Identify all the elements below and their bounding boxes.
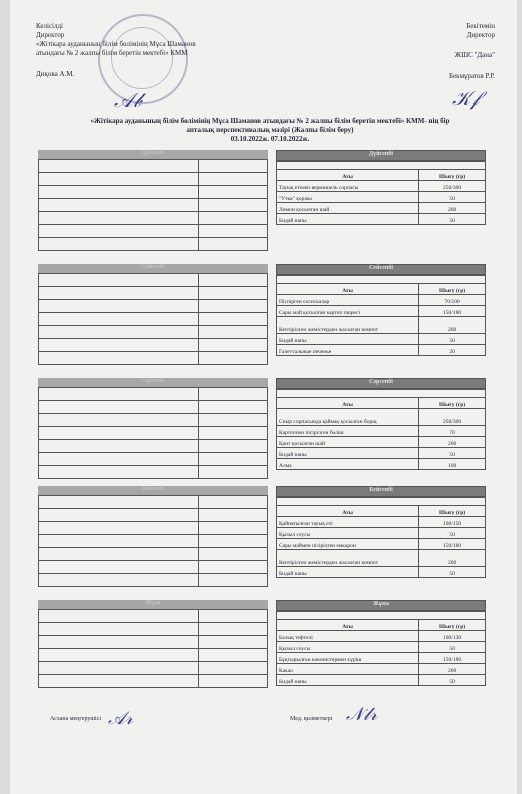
header-right-line: Директор <box>466 31 495 39</box>
day-table <box>276 264 486 356</box>
header-right-line: Бекітемін <box>466 22 495 30</box>
empty-day-table <box>38 264 268 365</box>
table-row <box>39 574 268 587</box>
table-row <box>39 623 268 636</box>
table-row <box>39 388 268 401</box>
table-row <box>39 675 268 688</box>
dish-name: Қызыл соусы <box>277 642 419 653</box>
col-name-header: Аты <box>277 620 419 631</box>
left-day-header: Дүйсенбі <box>38 150 268 159</box>
table-row <box>39 173 268 186</box>
dish-qty: 50 <box>419 567 486 578</box>
dish-qty: 100/130 <box>419 631 486 642</box>
day-table <box>276 378 486 470</box>
dish-qty: 50 <box>419 192 486 203</box>
table-row <box>277 567 486 578</box>
footer-right-label: Мед. қызметкері <box>290 716 333 722</box>
dish-name: Сары маймен пісірілген макарон <box>277 539 419 550</box>
header-right-line: ЖШС "Дана" <box>454 51 495 59</box>
day-header: Сәрсенбі <box>276 378 486 389</box>
left-day-header: Сейсенбі <box>38 264 268 273</box>
table-row <box>39 522 268 535</box>
table-row <box>277 437 486 448</box>
table-row <box>277 181 486 192</box>
day-table <box>276 150 486 225</box>
table-row <box>39 649 268 662</box>
dish-qty: 200 <box>419 437 486 448</box>
dish-name: Бидай наны <box>277 448 419 459</box>
table-row <box>39 561 268 574</box>
dish-name: Сиыр сорпасында қаймақ қосылған борщ <box>277 409 419 426</box>
table-row <box>277 459 486 470</box>
day-table <box>276 486 486 578</box>
table-row <box>39 466 268 479</box>
dish-qty: 100/150 <box>419 517 486 528</box>
empty-table <box>38 273 268 365</box>
dish-qty: 70 <box>419 426 486 437</box>
table-row <box>39 610 268 623</box>
dish-qty: 150/180 <box>419 539 486 550</box>
dish-name: Бидай наны <box>277 567 419 578</box>
dish-qty: 50 <box>419 334 486 345</box>
dish-qty: 50 <box>419 528 486 539</box>
signature-left: 𝒜𝒷 <box>114 88 142 112</box>
menu-table <box>276 497 486 578</box>
empty-day-table <box>38 378 268 479</box>
header-left-line: Директор <box>36 31 65 39</box>
table-row <box>277 317 486 334</box>
empty-table <box>38 495 268 587</box>
day-header: Жұма <box>276 600 486 611</box>
dish-name: Қызыл соусы <box>277 528 419 539</box>
table-row <box>277 345 486 356</box>
table-row <box>39 160 268 173</box>
col-qty-header: Шығу (гр) <box>419 398 486 409</box>
dish-qty: 200 <box>419 317 486 334</box>
table-row <box>277 409 486 426</box>
dish-qty: 20 <box>419 345 486 356</box>
dish-qty: 50 <box>419 675 486 686</box>
table-row <box>39 274 268 287</box>
table-row <box>277 550 486 567</box>
table-row <box>39 440 268 453</box>
signature-footer-right: 𝒩𝓁𝓇 <box>346 704 377 725</box>
table-row <box>277 631 486 642</box>
dish-name: Бидай наны <box>277 675 419 686</box>
dish-qty: 150/180 <box>419 306 486 317</box>
table-row <box>39 287 268 300</box>
dish-name: Сары май қосылған картоп пюресі <box>277 306 419 317</box>
empty-day-table <box>38 150 268 251</box>
menu-table <box>276 275 486 356</box>
dish-name: Галеттальные печенье <box>277 345 419 356</box>
table-row <box>39 313 268 326</box>
dish-name: Қант қосылған шай <box>277 437 419 448</box>
table-row <box>39 453 268 466</box>
dish-qty: 200 <box>419 664 486 675</box>
header-left-line: Диқова А.М. <box>36 70 75 78</box>
menu-table <box>276 611 486 686</box>
col-name-header: Аты <box>277 506 419 517</box>
dish-qty: 100 <box>419 459 486 470</box>
header-left <box>36 22 196 79</box>
dish-qty: 50 <box>419 642 486 653</box>
table-row <box>277 664 486 675</box>
day-header: Сейсенбі <box>276 264 486 275</box>
menu-document <box>10 0 517 794</box>
dish-name: Балық тефтелі <box>277 631 419 642</box>
title-line: «Жітікара ауданының білім бөлімінің Мұса Шаманов атындағы № 2 жалпы білім беретін мектебі» КММ- нің бір <box>90 117 450 125</box>
dish-name: Кептірілген жемістерден жасалған компот <box>277 550 419 567</box>
header-left-line: «Жітікара ауданының білім бөлімінің Мұса Шаманов <box>36 40 196 48</box>
left-day-header: Бейсенбі <box>38 486 268 495</box>
table-row <box>39 662 268 675</box>
table-row <box>39 238 268 251</box>
empty-day-table <box>38 486 268 587</box>
table-row <box>39 535 268 548</box>
day-header: Бейсенбі <box>276 486 486 497</box>
dish-name: Алма <box>277 459 419 470</box>
table-row <box>277 517 486 528</box>
day-header: Дүйсенбі <box>276 150 486 161</box>
table-row <box>277 295 486 306</box>
signature-footer-left: 𝒜𝓇 <box>108 708 133 729</box>
table-row <box>39 414 268 427</box>
empty-table <box>38 609 268 688</box>
menu-title <box>50 117 490 144</box>
table-row <box>39 509 268 522</box>
table-row <box>277 539 486 550</box>
title-line: апталық перспективалық мәзірі (Жалпы білім беру) <box>186 126 354 134</box>
dish-qty: 250/300 <box>419 409 486 426</box>
table-row <box>277 192 486 203</box>
col-qty-header: Шығу (гр) <box>419 620 486 631</box>
footer-left-label: Асхана меңгерушісі <box>50 716 101 722</box>
table-row <box>39 352 268 365</box>
header-right-line: Бекмұратов Р.Р. <box>449 72 495 80</box>
table-row <box>39 300 268 313</box>
header-left-line: атындағы № 2 жалпы білім беретін мектебі» КММ <box>36 49 188 57</box>
menu-table <box>276 161 486 225</box>
table-row <box>277 675 486 686</box>
day-table <box>276 600 486 686</box>
empty-day-table <box>38 600 268 688</box>
table-row <box>277 448 486 459</box>
dish-name: Бұқтырылған көкөністермен күріш <box>277 653 419 664</box>
dish-qty: 50 <box>419 214 486 225</box>
empty-table <box>38 159 268 251</box>
dish-name: Піспірген сосискалар <box>277 295 419 306</box>
header-left-line: Келісілді <box>36 22 63 30</box>
dish-qty: 200 <box>419 550 486 567</box>
table-row <box>277 642 486 653</box>
table-row <box>39 225 268 238</box>
table-row <box>277 306 486 317</box>
table-row <box>277 334 486 345</box>
col-qty-header: Шығу (гр) <box>419 170 486 181</box>
dish-qty: 50 <box>419 448 486 459</box>
table-row <box>39 636 268 649</box>
dish-qty: 150/180 <box>419 653 486 664</box>
dish-name: Кептірілген жемістерден жасалған компот <box>277 317 419 334</box>
col-name-header: Аты <box>277 170 419 181</box>
col-qty-header: Шығу (гр) <box>419 284 486 295</box>
empty-table <box>38 387 268 479</box>
col-qty-header: Шығу (гр) <box>419 506 486 517</box>
left-day-header: Жұма <box>38 600 268 609</box>
table-row <box>39 401 268 414</box>
dish-name: Какао <box>277 664 419 675</box>
dish-qty: 70/100 <box>419 295 486 306</box>
dish-name: "Утка" қоржы <box>277 192 419 203</box>
table-row <box>277 203 486 214</box>
table-row <box>39 212 268 225</box>
table-row <box>39 326 268 339</box>
col-name-header: Аты <box>277 284 419 295</box>
table-row <box>277 528 486 539</box>
left-day-header: Сәрсенбі <box>38 378 268 387</box>
dish-name: Бидай наны <box>277 334 419 345</box>
table-row <box>39 186 268 199</box>
table-row <box>39 339 268 352</box>
dish-name: Бидай наны <box>277 214 419 225</box>
header-right <box>449 22 495 81</box>
dish-name: Лимон қосылған шай <box>277 203 419 214</box>
table-row <box>277 214 486 225</box>
dish-name: Картоппен пісірілген бәліш <box>277 426 419 437</box>
col-name-header: Аты <box>277 398 419 409</box>
title-line: 03.10.2022ж. 07.10.2022ж. <box>230 135 310 143</box>
dish-name: Тауық етімен вермишель сорпасы <box>277 181 419 192</box>
menu-table <box>276 389 486 470</box>
table-row <box>39 199 268 212</box>
table-row <box>39 496 268 509</box>
table-row <box>39 548 268 561</box>
dish-name: Қайнатылған тауық еті <box>277 517 419 528</box>
table-row <box>39 427 268 440</box>
table-row <box>277 653 486 664</box>
dish-qty: 250/300 <box>419 181 486 192</box>
table-row <box>277 426 486 437</box>
signature-right: 𝒦𝒻 <box>452 86 480 110</box>
dish-qty: 200 <box>419 203 486 214</box>
